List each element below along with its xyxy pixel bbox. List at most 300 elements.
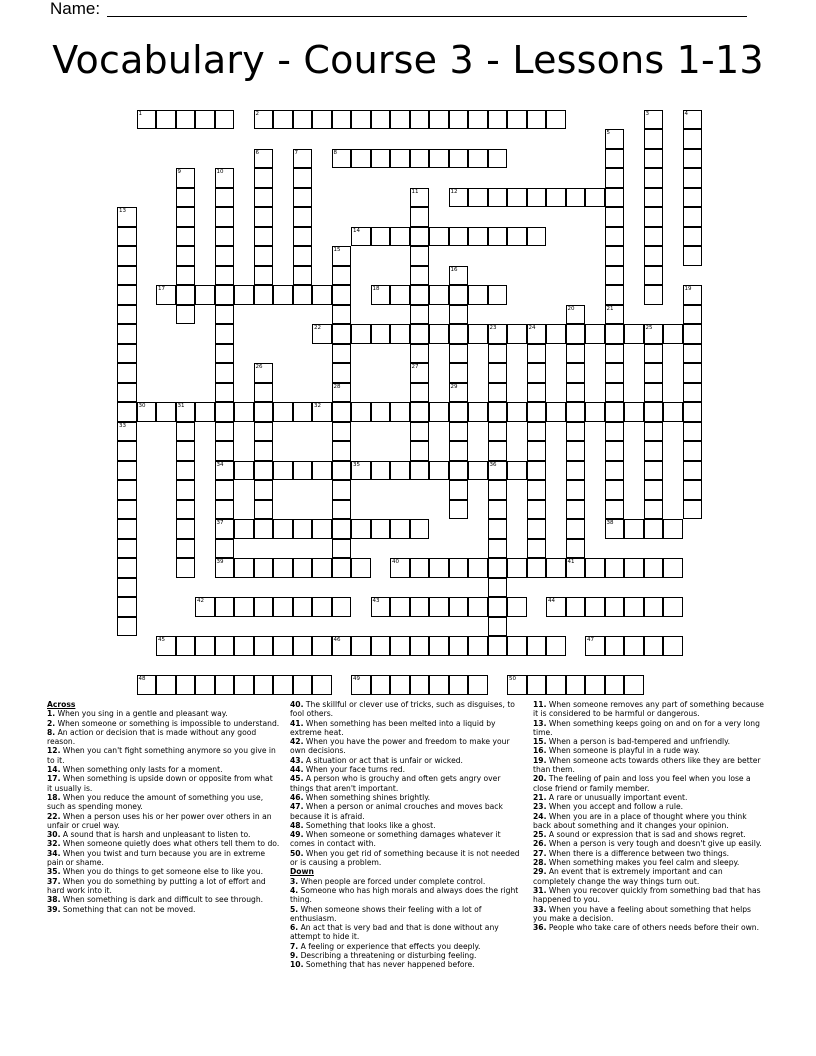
grid-cell[interactable] (605, 519, 625, 539)
grid-cell[interactable] (215, 188, 235, 208)
grid-cell[interactable] (293, 227, 313, 247)
grid-cell[interactable] (273, 402, 293, 422)
grid-cell[interactable] (410, 383, 430, 403)
grid-cell[interactable] (527, 461, 547, 481)
grid-cell[interactable] (644, 402, 664, 422)
grid-cell[interactable] (488, 480, 508, 500)
grid-cell[interactable] (215, 500, 235, 520)
grid-cell[interactable] (254, 675, 274, 695)
grid-cell[interactable] (410, 285, 430, 305)
grid-cell[interactable] (117, 597, 137, 617)
grid-cell[interactable] (488, 363, 508, 383)
grid-cell[interactable] (234, 558, 254, 578)
grid-cell[interactable] (293, 285, 313, 305)
grid-cell[interactable] (332, 402, 352, 422)
grid-cell[interactable] (644, 344, 664, 364)
grid-cell[interactable] (273, 285, 293, 305)
grid-cell[interactable] (371, 636, 391, 656)
grid-cell[interactable] (527, 519, 547, 539)
grid-cell[interactable] (215, 227, 235, 247)
grid-cell[interactable] (566, 188, 586, 208)
grid-cell[interactable] (683, 441, 703, 461)
grid-cell[interactable] (234, 597, 254, 617)
grid-cell[interactable] (644, 480, 664, 500)
grid-cell[interactable] (234, 636, 254, 656)
grid-cell[interactable] (683, 402, 703, 422)
grid-cell[interactable] (293, 519, 313, 539)
grid-cell[interactable] (507, 558, 527, 578)
grid-cell[interactable] (371, 675, 391, 695)
grid-cell[interactable] (390, 110, 410, 130)
grid-cell[interactable] (488, 402, 508, 422)
grid-cell[interactable] (273, 636, 293, 656)
grid-cell[interactable] (312, 324, 332, 344)
grid-cell[interactable] (468, 461, 488, 481)
grid-cell[interactable] (234, 519, 254, 539)
grid-cell[interactable] (429, 285, 449, 305)
grid-cell[interactable] (332, 363, 352, 383)
grid-cell[interactable] (605, 305, 625, 325)
grid-cell[interactable] (468, 149, 488, 169)
grid-cell[interactable] (254, 266, 274, 286)
grid-cell[interactable] (254, 227, 274, 247)
grid-cell[interactable] (683, 110, 703, 130)
grid-cell[interactable] (293, 207, 313, 227)
grid-cell[interactable] (644, 188, 664, 208)
grid-cell[interactable] (390, 636, 410, 656)
grid-cell[interactable] (176, 500, 196, 520)
grid-cell[interactable] (176, 227, 196, 247)
grid-cell[interactable] (390, 597, 410, 617)
grid-cell[interactable] (390, 324, 410, 344)
grid-cell[interactable] (585, 188, 605, 208)
grid-cell[interactable] (215, 305, 235, 325)
grid-cell[interactable] (683, 188, 703, 208)
grid-cell[interactable] (410, 636, 430, 656)
grid-cell[interactable] (566, 597, 586, 617)
grid-cell[interactable] (117, 519, 137, 539)
grid-cell[interactable] (371, 519, 391, 539)
grid-cell[interactable] (585, 324, 605, 344)
grid-cell[interactable] (468, 188, 488, 208)
grid-cell[interactable] (644, 519, 664, 539)
grid-cell[interactable] (527, 344, 547, 364)
grid-cell[interactable] (546, 188, 566, 208)
grid-cell[interactable] (585, 636, 605, 656)
grid-cell[interactable] (468, 227, 488, 247)
grid-cell[interactable] (117, 500, 137, 520)
grid-cell[interactable] (410, 110, 430, 130)
grid-cell[interactable] (488, 461, 508, 481)
grid-cell[interactable] (683, 149, 703, 169)
grid-cell[interactable] (215, 422, 235, 442)
grid-cell[interactable] (468, 402, 488, 422)
grid-cell[interactable] (683, 305, 703, 325)
grid-cell[interactable] (488, 383, 508, 403)
grid-cell[interactable] (644, 129, 664, 149)
grid-cell[interactable] (605, 500, 625, 520)
grid-cell[interactable] (371, 402, 391, 422)
grid-cell[interactable] (254, 363, 274, 383)
grid-cell[interactable] (273, 558, 293, 578)
grid-cell[interactable] (254, 188, 274, 208)
grid-cell[interactable] (429, 324, 449, 344)
grid-cell[interactable] (488, 597, 508, 617)
grid-cell[interactable] (254, 168, 274, 188)
grid-cell[interactable] (332, 558, 352, 578)
grid-cell[interactable] (215, 597, 235, 617)
grid-cell[interactable] (410, 675, 430, 695)
grid-cell[interactable] (488, 110, 508, 130)
grid-cell[interactable] (527, 636, 547, 656)
grid-cell[interactable] (488, 558, 508, 578)
grid-cell[interactable] (117, 480, 137, 500)
grid-cell[interactable] (488, 578, 508, 598)
grid-cell[interactable] (371, 110, 391, 130)
grid-cell[interactable] (410, 266, 430, 286)
grid-cell[interactable] (527, 441, 547, 461)
grid-cell[interactable] (234, 402, 254, 422)
grid-cell[interactable] (683, 461, 703, 481)
grid-cell[interactable] (273, 519, 293, 539)
grid-cell[interactable] (644, 266, 664, 286)
grid-cell[interactable] (644, 441, 664, 461)
grid-cell[interactable] (449, 344, 469, 364)
grid-cell[interactable] (176, 188, 196, 208)
grid-cell[interactable] (683, 324, 703, 344)
grid-cell[interactable] (566, 441, 586, 461)
grid-cell[interactable] (488, 422, 508, 442)
grid-cell[interactable] (605, 402, 625, 422)
grid-cell[interactable] (156, 636, 176, 656)
grid-cell[interactable] (624, 636, 644, 656)
grid-cell[interactable] (117, 558, 137, 578)
grid-cell[interactable] (215, 246, 235, 266)
grid-cell[interactable] (410, 441, 430, 461)
grid-cell[interactable] (176, 168, 196, 188)
grid-cell[interactable] (195, 597, 215, 617)
grid-cell[interactable] (273, 597, 293, 617)
grid-cell[interactable] (449, 324, 469, 344)
grid-cell[interactable] (546, 675, 566, 695)
grid-cell[interactable] (332, 597, 352, 617)
grid-cell[interactable] (293, 636, 313, 656)
grid-cell[interactable] (117, 617, 137, 637)
grid-cell[interactable] (488, 519, 508, 539)
grid-cell[interactable] (312, 636, 332, 656)
grid-cell[interactable] (234, 675, 254, 695)
grid-cell[interactable] (176, 422, 196, 442)
grid-cell[interactable] (332, 383, 352, 403)
grid-cell[interactable] (488, 324, 508, 344)
grid-cell[interactable] (117, 324, 137, 344)
grid-cell[interactable] (215, 383, 235, 403)
grid-cell[interactable] (234, 285, 254, 305)
grid-cell[interactable] (488, 149, 508, 169)
grid-cell[interactable] (683, 363, 703, 383)
grid-cell[interactable] (137, 675, 157, 695)
grid-cell[interactable] (566, 305, 586, 325)
grid-cell[interactable] (527, 110, 547, 130)
grid-cell[interactable] (390, 461, 410, 481)
grid-cell[interactable] (683, 344, 703, 364)
grid-cell[interactable] (215, 363, 235, 383)
grid-cell[interactable] (117, 305, 137, 325)
grid-cell[interactable] (566, 480, 586, 500)
grid-cell[interactable] (410, 461, 430, 481)
grid-cell[interactable] (566, 324, 586, 344)
grid-cell[interactable] (390, 149, 410, 169)
grid-cell[interactable] (254, 207, 274, 227)
grid-cell[interactable] (176, 636, 196, 656)
grid-cell[interactable] (137, 110, 157, 130)
grid-cell[interactable] (293, 188, 313, 208)
grid-cell[interactable] (605, 168, 625, 188)
grid-cell[interactable] (624, 558, 644, 578)
grid-cell[interactable] (371, 461, 391, 481)
grid-cell[interactable] (527, 324, 547, 344)
grid-cell[interactable] (644, 597, 664, 617)
grid-cell[interactable] (156, 402, 176, 422)
grid-cell[interactable] (332, 266, 352, 286)
grid-cell[interactable] (254, 246, 274, 266)
grid-cell[interactable] (546, 324, 566, 344)
grid-cell[interactable] (683, 285, 703, 305)
grid-cell[interactable] (605, 422, 625, 442)
grid-cell[interactable] (293, 149, 313, 169)
grid-cell[interactable] (410, 344, 430, 364)
grid-cell[interactable] (605, 129, 625, 149)
grid-cell[interactable] (176, 558, 196, 578)
grid-cell[interactable] (410, 305, 430, 325)
grid-cell[interactable] (663, 636, 683, 656)
grid-cell[interactable] (332, 539, 352, 559)
grid-cell[interactable] (351, 227, 371, 247)
grid-cell[interactable] (195, 636, 215, 656)
grid-cell[interactable] (254, 285, 274, 305)
grid-cell[interactable] (332, 461, 352, 481)
grid-cell[interactable] (449, 422, 469, 442)
grid-cell[interactable] (488, 227, 508, 247)
grid-cell[interactable] (117, 402, 137, 422)
grid-cell[interactable] (546, 402, 566, 422)
grid-cell[interactable] (332, 422, 352, 442)
grid-cell[interactable] (449, 441, 469, 461)
grid-cell[interactable] (176, 675, 196, 695)
grid-cell[interactable] (215, 558, 235, 578)
grid-cell[interactable] (468, 636, 488, 656)
grid-cell[interactable] (254, 402, 274, 422)
grid-cell[interactable] (332, 246, 352, 266)
grid-cell[interactable] (605, 597, 625, 617)
grid-cell[interactable] (488, 500, 508, 520)
grid-cell[interactable] (683, 422, 703, 442)
grid-cell[interactable] (527, 188, 547, 208)
grid-cell[interactable] (449, 480, 469, 500)
grid-cell[interactable] (605, 246, 625, 266)
grid-cell[interactable] (527, 480, 547, 500)
grid-cell[interactable] (195, 285, 215, 305)
grid-cell[interactable] (449, 558, 469, 578)
grid-cell[interactable] (449, 149, 469, 169)
grid-cell[interactable] (683, 500, 703, 520)
grid-cell[interactable] (273, 461, 293, 481)
grid-cell[interactable] (410, 363, 430, 383)
grid-cell[interactable] (254, 461, 274, 481)
grid-cell[interactable] (605, 149, 625, 169)
grid-cell[interactable] (156, 285, 176, 305)
grid-cell[interactable] (351, 461, 371, 481)
grid-cell[interactable] (527, 383, 547, 403)
grid-cell[interactable] (254, 636, 274, 656)
grid-cell[interactable] (566, 539, 586, 559)
grid-cell[interactable] (117, 539, 137, 559)
grid-cell[interactable] (507, 227, 527, 247)
grid-cell[interactable] (429, 636, 449, 656)
grid-cell[interactable] (117, 246, 137, 266)
grid-cell[interactable] (605, 558, 625, 578)
grid-cell[interactable] (332, 441, 352, 461)
grid-cell[interactable] (488, 636, 508, 656)
grid-cell[interactable] (215, 285, 235, 305)
grid-cell[interactable] (624, 324, 644, 344)
grid-cell[interactable] (254, 422, 274, 442)
grid-cell[interactable] (449, 266, 469, 286)
grid-cell[interactable] (332, 344, 352, 364)
grid-cell[interactable] (332, 324, 352, 344)
grid-cell[interactable] (390, 519, 410, 539)
grid-cell[interactable] (527, 363, 547, 383)
grid-cell[interactable] (663, 597, 683, 617)
grid-cell[interactable] (351, 519, 371, 539)
grid-cell[interactable] (449, 636, 469, 656)
grid-cell[interactable] (527, 500, 547, 520)
grid-cell[interactable] (312, 402, 332, 422)
grid-cell[interactable] (468, 285, 488, 305)
grid-cell[interactable] (683, 168, 703, 188)
grid-cell[interactable] (468, 675, 488, 695)
grid-cell[interactable] (254, 500, 274, 520)
grid-cell[interactable] (507, 636, 527, 656)
grid-cell[interactable] (605, 383, 625, 403)
grid-cell[interactable] (176, 285, 196, 305)
grid-cell[interactable] (117, 266, 137, 286)
grid-cell[interactable] (546, 597, 566, 617)
grid-cell[interactable] (371, 324, 391, 344)
grid-cell[interactable] (566, 383, 586, 403)
grid-cell[interactable] (215, 168, 235, 188)
grid-cell[interactable] (429, 675, 449, 695)
grid-cell[interactable] (449, 461, 469, 481)
grid-cell[interactable] (566, 402, 586, 422)
grid-cell[interactable] (176, 480, 196, 500)
grid-cell[interactable] (390, 285, 410, 305)
grid-cell[interactable] (644, 285, 664, 305)
grid-cell[interactable] (371, 285, 391, 305)
grid-cell[interactable] (293, 246, 313, 266)
grid-cell[interactable] (254, 519, 274, 539)
grid-cell[interactable] (351, 110, 371, 130)
grid-cell[interactable] (566, 675, 586, 695)
grid-cell[interactable] (176, 402, 196, 422)
grid-cell[interactable] (429, 227, 449, 247)
grid-cell[interactable] (546, 636, 566, 656)
grid-cell[interactable] (293, 597, 313, 617)
grid-cell[interactable] (254, 558, 274, 578)
grid-cell[interactable] (644, 227, 664, 247)
grid-cell[interactable] (683, 480, 703, 500)
grid-cell[interactable] (410, 324, 430, 344)
grid-cell[interactable] (429, 461, 449, 481)
grid-cell[interactable] (215, 344, 235, 364)
grid-cell[interactable] (351, 636, 371, 656)
grid-cell[interactable] (117, 363, 137, 383)
grid-cell[interactable] (293, 558, 313, 578)
grid-cell[interactable] (566, 558, 586, 578)
grid-cell[interactable] (254, 110, 274, 130)
grid-cell[interactable] (644, 461, 664, 481)
grid-cell[interactable] (507, 188, 527, 208)
grid-cell[interactable] (585, 675, 605, 695)
grid-cell[interactable] (605, 461, 625, 481)
grid-cell[interactable] (507, 110, 527, 130)
grid-cell[interactable] (215, 519, 235, 539)
grid-cell[interactable] (215, 461, 235, 481)
grid-cell[interactable] (449, 597, 469, 617)
grid-cell[interactable] (156, 675, 176, 695)
grid-cell[interactable] (488, 441, 508, 461)
grid-cell[interactable] (683, 207, 703, 227)
grid-cell[interactable] (351, 675, 371, 695)
grid-cell[interactable] (410, 519, 430, 539)
grid-cell[interactable] (605, 266, 625, 286)
grid-cell[interactable] (663, 519, 683, 539)
grid-cell[interactable] (254, 441, 274, 461)
grid-cell[interactable] (332, 519, 352, 539)
grid-cell[interactable] (254, 480, 274, 500)
grid-cell[interactable] (644, 324, 664, 344)
grid-cell[interactable] (605, 285, 625, 305)
grid-cell[interactable] (644, 246, 664, 266)
grid-cell[interactable] (390, 675, 410, 695)
grid-cell[interactable] (449, 402, 469, 422)
grid-cell[interactable] (195, 110, 215, 130)
grid-cell[interactable] (663, 402, 683, 422)
grid-cell[interactable] (566, 519, 586, 539)
grid-cell[interactable] (468, 558, 488, 578)
grid-cell[interactable] (449, 675, 469, 695)
grid-cell[interactable] (410, 149, 430, 169)
grid-cell[interactable] (410, 422, 430, 442)
grid-cell[interactable] (215, 110, 235, 130)
grid-cell[interactable] (332, 305, 352, 325)
grid-cell[interactable] (507, 675, 527, 695)
grid-cell[interactable] (371, 597, 391, 617)
grid-cell[interactable] (176, 539, 196, 559)
grid-cell[interactable] (527, 539, 547, 559)
grid-cell[interactable] (468, 597, 488, 617)
grid-cell[interactable] (195, 402, 215, 422)
grid-cell[interactable] (410, 227, 430, 247)
grid-cell[interactable] (605, 636, 625, 656)
grid-cell[interactable] (644, 363, 664, 383)
grid-cell[interactable] (449, 305, 469, 325)
grid-cell[interactable] (488, 285, 508, 305)
grid-cell[interactable] (273, 110, 293, 130)
grid-cell[interactable] (624, 597, 644, 617)
grid-cell[interactable] (176, 519, 196, 539)
grid-cell[interactable] (429, 402, 449, 422)
